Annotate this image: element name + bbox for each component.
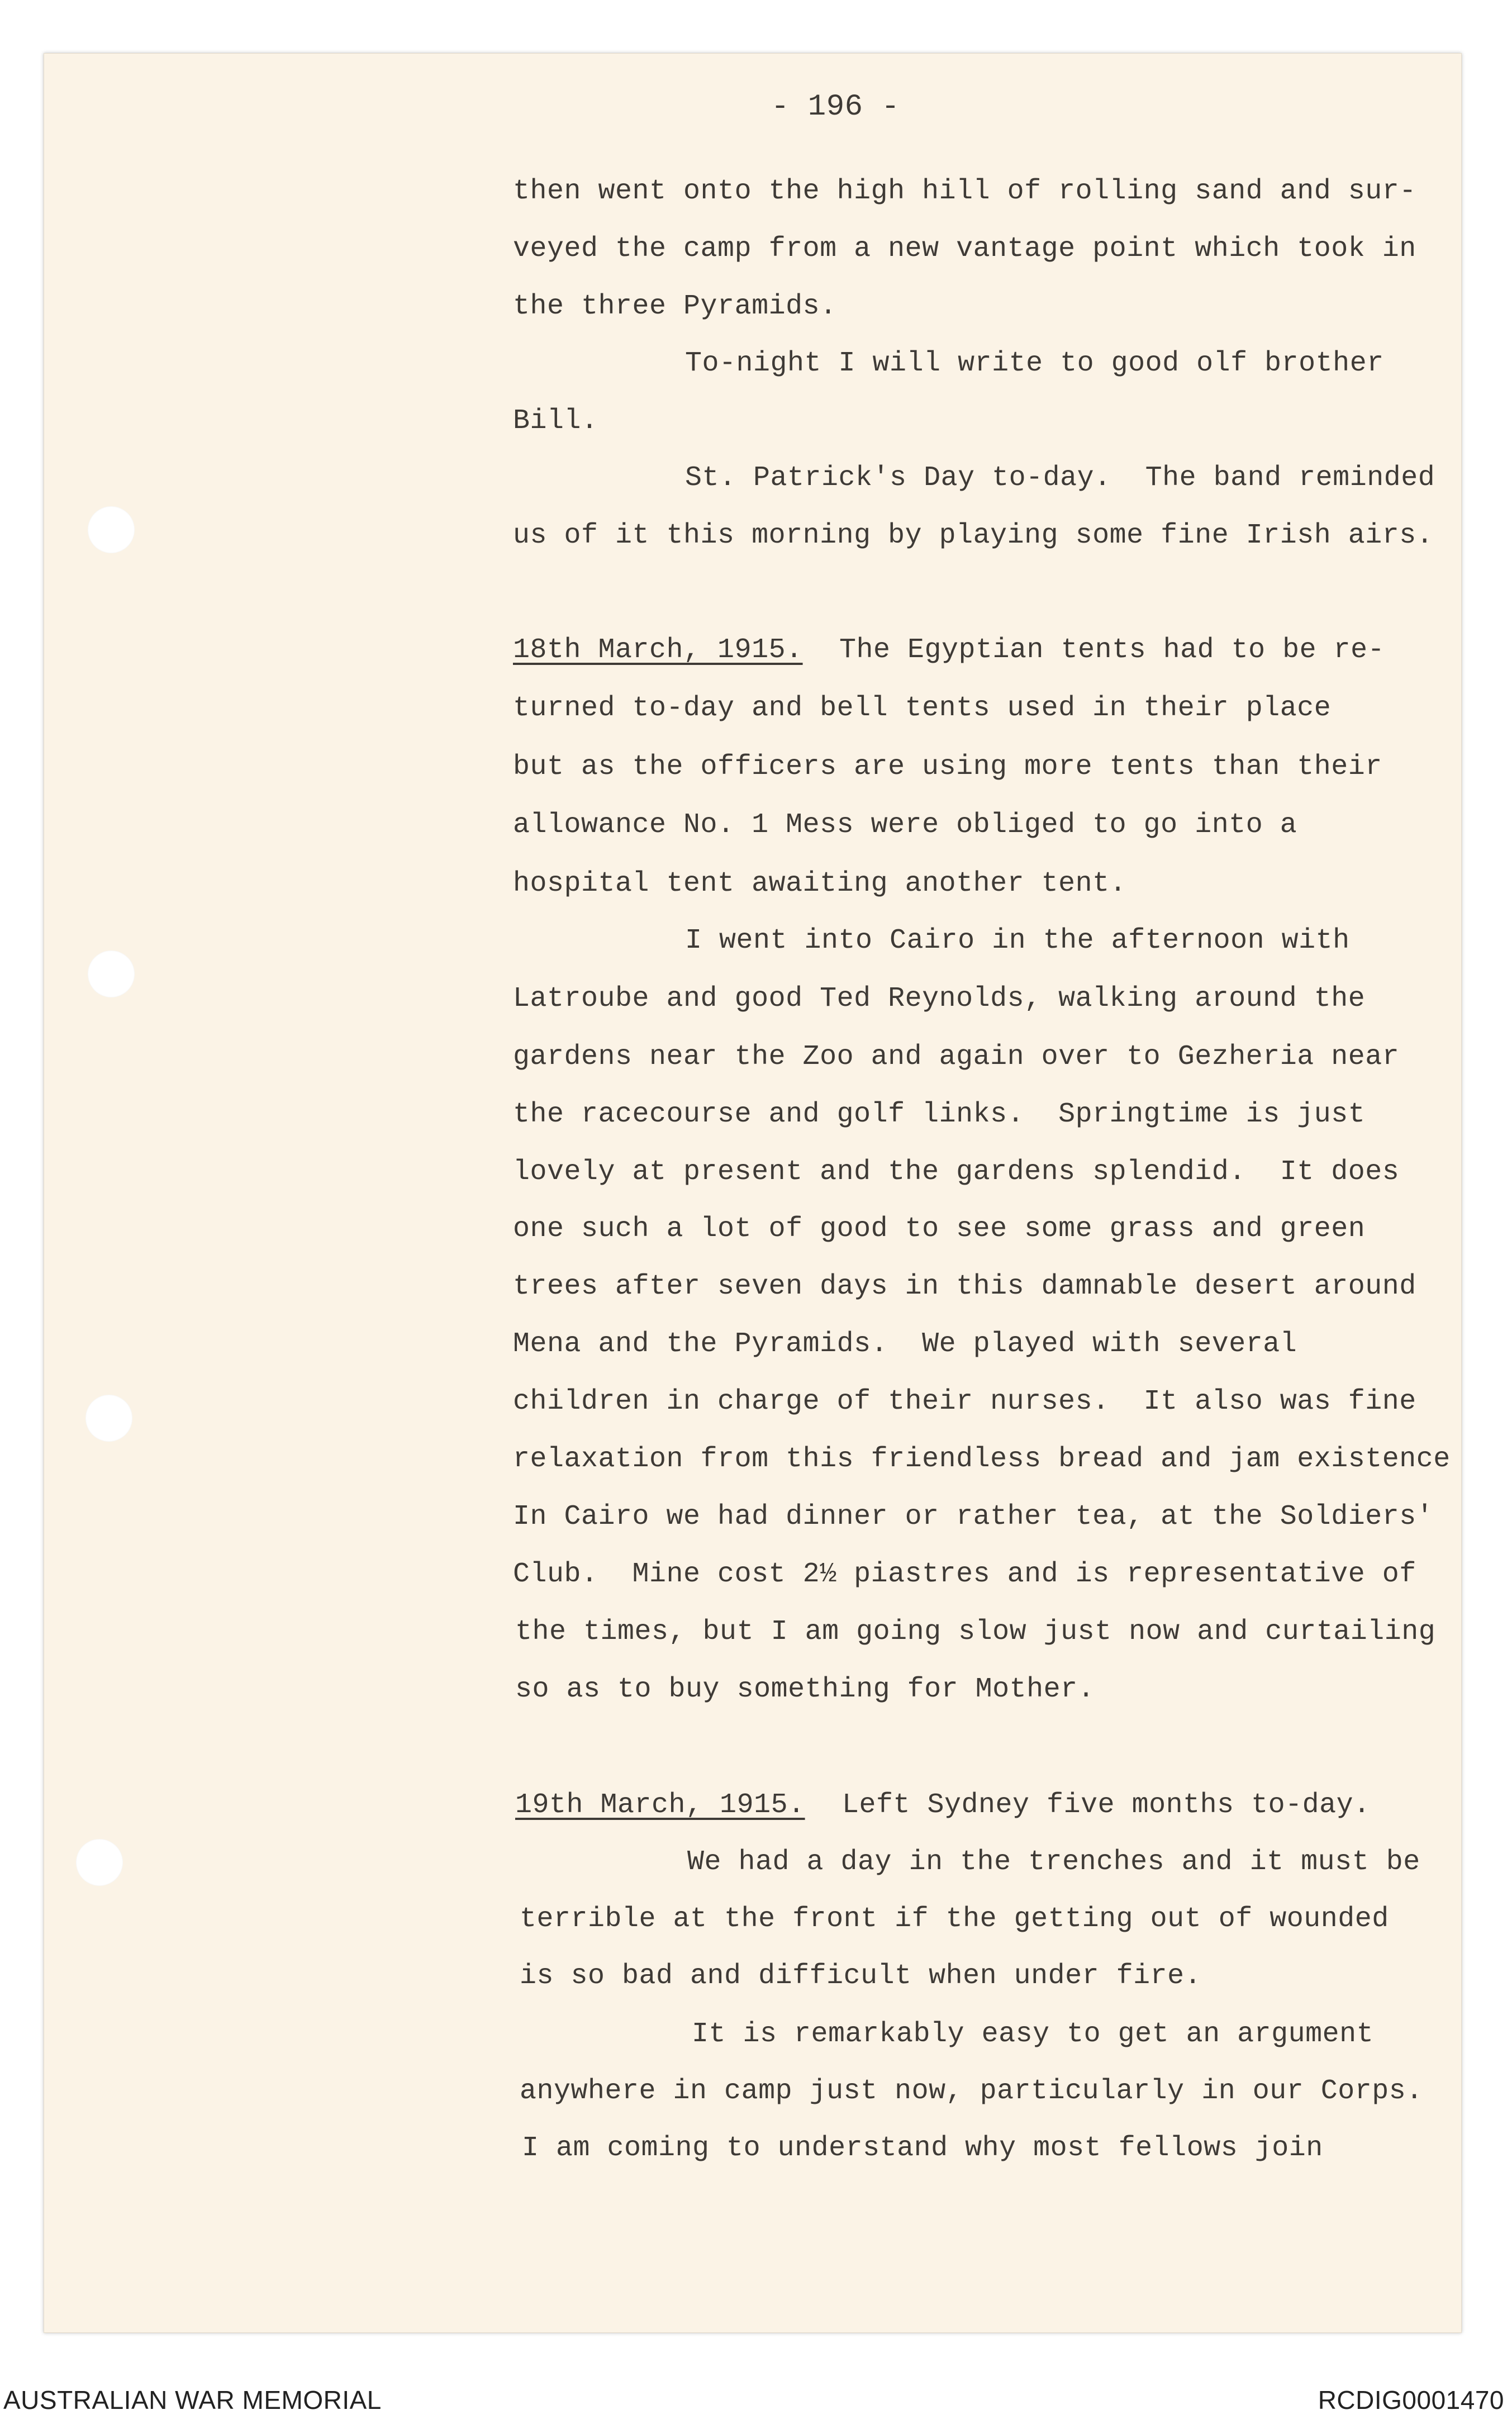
page-number: - 196 - [771, 90, 900, 124]
text-line: relaxation from this friendless bread and jam existence [513, 1443, 1451, 1475]
text-line: lovely at present and the gardens splendid. It does [513, 1156, 1400, 1188]
text-line: Latroube and good Ted Reynolds, walking around the [513, 983, 1366, 1015]
text-line: Left Sydney five months to-day. [842, 1789, 1371, 1821]
text-line: gardens near the Zoo and again over to Gezheria near [513, 1041, 1400, 1073]
text-line: Bill. [513, 405, 598, 437]
entry-date: 19th March, 1915. [515, 1789, 805, 1821]
text-line: We had a day in the trenches and it must be [687, 1846, 1420, 1878]
text-line: the times, but I am going slow just now and curtailing [515, 1616, 1436, 1648]
text-line: I am coming to understand why most fellows join [522, 2132, 1323, 2164]
text-line: hospital tent awaiting another tent. [513, 868, 1127, 900]
text-line: veyed the camp from a new vantage point which took in [513, 233, 1416, 265]
text-line: is so bad and difficult when under fire. [520, 1960, 1202, 1992]
punch-hole-1 [88, 506, 135, 553]
reference-caption: RCDIG0001470 [1318, 2385, 1504, 2415]
text-line: the racecourse and golf links. Springtime is just [513, 1099, 1366, 1130]
text-line: the three Pyramids. [513, 291, 837, 322]
text-line: so as to buy something for Mother. [515, 1674, 1095, 1705]
text-line: anywhere in camp just now, particularly in our Corps. [520, 2075, 1423, 2107]
text-line: To-night I will write to good olf brother [685, 348, 1384, 379]
text-line: Mena and the Pyramids. We played with several [513, 1328, 1297, 1360]
text-line: In Cairo we had dinner or rather tea, at the Soldiers' [513, 1501, 1434, 1533]
text-line: us of it this morning by playing some fine Irish airs. [513, 520, 1434, 552]
text-line: It is remarkably easy to get an argument [692, 2018, 1374, 2050]
entry-date: 18th March, 1915. [513, 634, 803, 666]
institution-caption: AUSTRALIAN WAR MEMORIAL [3, 2385, 382, 2415]
text-line: St. Patrick's Day to-day. The band reminded [685, 462, 1435, 494]
text-line: The Egyptian tents had to be re- [839, 634, 1385, 666]
punch-hole-4 [76, 1839, 123, 1886]
text-line: children in charge of their nurses. It also was fine [513, 1386, 1416, 1418]
text-line: then went onto the high hill of rolling sand and sur- [513, 175, 1416, 207]
text-line: turned to-day and bell tents used in their place [513, 692, 1332, 724]
text-line: terrible at the front if the getting out of wounded [520, 1903, 1389, 1935]
text-line: but as the officers are using more tents than their [513, 751, 1382, 783]
text-line: I went into Cairo in the afternoon with [685, 925, 1350, 957]
punch-hole-3 [85, 1395, 132, 1442]
text-line: allowance No. 1 Mess were obliged to go into a [513, 809, 1297, 841]
punch-hole-2 [88, 950, 135, 997]
text-line: one such a lot of good to see some grass and green [513, 1213, 1366, 1245]
text-line: trees after seven days in this damnable desert around [513, 1271, 1416, 1303]
text-line: Club. Mine cost 2½ piastres and is representative of [513, 1558, 1416, 1590]
